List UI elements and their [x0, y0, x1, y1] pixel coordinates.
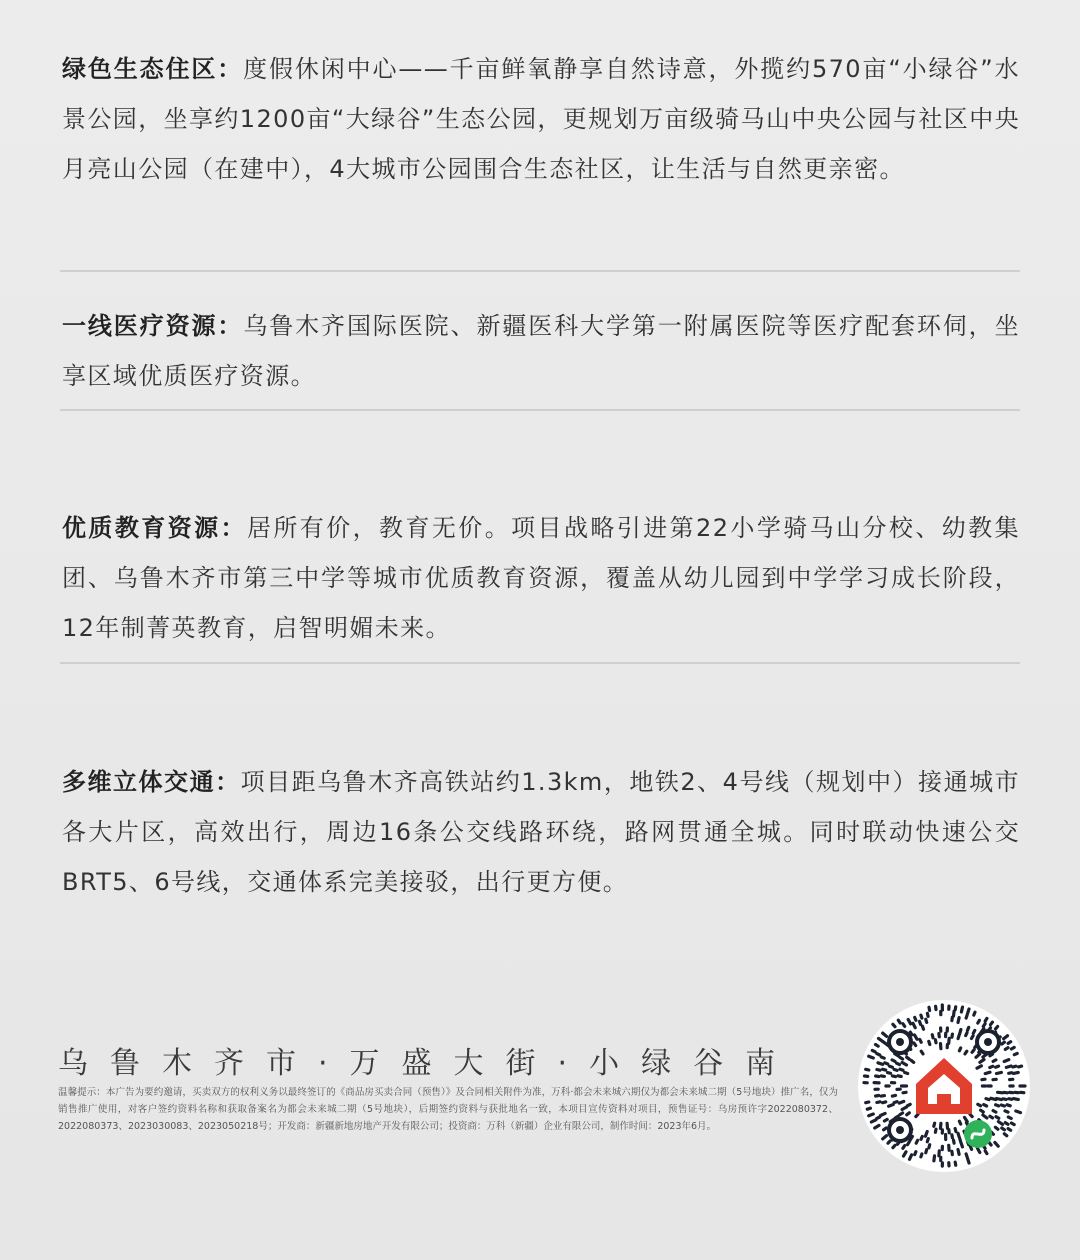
qr-mark: [922, 1026, 923, 1029]
qr-mark: [927, 1013, 928, 1016]
qr-mark: [961, 1007, 962, 1012]
qr-mark: [920, 1021, 921, 1024]
qr-locator-dot: [896, 1038, 904, 1046]
qr-mark: [903, 1146, 905, 1149]
qr-mark: [960, 1138, 961, 1143]
qr-mark: [929, 1007, 930, 1010]
qr-mark: [952, 1135, 953, 1138]
qr-mark: [983, 1024, 985, 1027]
qr-mark: [958, 1133, 959, 1136]
qr-mark: [900, 1057, 903, 1059]
qr-mark: [1016, 1111, 1021, 1113]
qr-mark: [965, 1117, 968, 1121]
qr-mark: [1004, 1036, 1008, 1039]
project-address: 乌鲁木齐市·万盛大街·小绿谷南: [58, 1046, 798, 1081]
qr-locator-dot: [896, 1126, 904, 1134]
qr-mark: [990, 1116, 993, 1118]
qr-mark: [881, 1057, 884, 1058]
qr-mark: [898, 1076, 901, 1077]
qr-mark: [915, 1152, 916, 1155]
qr-mark: [902, 1063, 906, 1066]
section-body: 居所有价，教育无价。项目战略引进第22小学骑马山分校、幼教集团、乌鲁木齐市第三中学等城市优质教育资源，覆盖从幼儿园到中学学习成长阶段，12年制菁英教育，启智明媚未来。: [62, 514, 1020, 642]
qr-mark: [955, 1162, 956, 1165]
qr-mark: [972, 1036, 974, 1039]
qr-mark: [910, 1032, 912, 1035]
qr-mark: [911, 1060, 914, 1062]
qr-mark: [996, 1027, 998, 1029]
qr-mark: [866, 1102, 869, 1103]
qr-mark: [884, 1128, 887, 1130]
qr-mark: [997, 1072, 1002, 1073]
qr-mark: [983, 1115, 987, 1118]
qr-mark: [898, 1020, 900, 1023]
section-heading: 优质教育资源：: [62, 514, 247, 542]
qr-mark: [1013, 1066, 1016, 1067]
qr-mark: [915, 1035, 918, 1039]
qr-mark: [904, 1152, 907, 1156]
qr-mark: [998, 1092, 1003, 1093]
qr-mark: [1013, 1073, 1018, 1074]
divider: [60, 662, 1020, 664]
qr-mark: [881, 1113, 886, 1115]
qr-mark: [1019, 1066, 1022, 1067]
section-education: [62, 503, 1020, 653]
qr-mark: [897, 1063, 900, 1064]
qr-mark: [867, 1108, 870, 1109]
qr-mark: [993, 1060, 996, 1062]
qr-mark: [959, 1121, 960, 1124]
qr-mark: [976, 1054, 980, 1057]
qr-mark: [1009, 1073, 1012, 1074]
qr-mark: [877, 1070, 880, 1071]
qr-mark: [949, 1038, 950, 1043]
qr-mark: [966, 1154, 967, 1157]
section-heading: 绿色生态住区：: [62, 55, 244, 83]
qr-mark: [972, 1050, 974, 1053]
qr-mark: [888, 1141, 890, 1143]
qr-mark: [934, 1156, 935, 1161]
qr-mark: [916, 1114, 918, 1116]
qr-mark: [921, 1136, 922, 1139]
qr-mark: [876, 1096, 879, 1097]
qr-locator-dot: [984, 1038, 992, 1046]
qr-mark: [902, 1107, 906, 1110]
qr-mark: [1008, 1117, 1011, 1118]
qr-mark: [881, 1076, 884, 1077]
qr-mark: [958, 1150, 959, 1155]
qr-mark: [982, 1079, 985, 1080]
qr-mark: [1013, 1099, 1018, 1100]
qr-mark: [935, 1040, 936, 1043]
qr-mark: [1005, 1048, 1008, 1050]
qr-mark: [888, 1073, 891, 1074]
qr-mark: [907, 1104, 910, 1106]
qr-mark: [1002, 1128, 1005, 1130]
qr-mark: [1011, 1047, 1014, 1049]
qr-mark: [966, 1033, 967, 1036]
qr-mark: [973, 1030, 975, 1033]
qr-mark: [884, 1119, 887, 1121]
qr-mark: [883, 1136, 887, 1139]
qr-mark: [883, 1102, 886, 1103]
qr-mark: [1004, 1060, 1009, 1062]
qr-mark: [974, 1012, 975, 1015]
qr-mark: [961, 1144, 962, 1147]
section-heading: 多维立体交通：: [62, 768, 241, 796]
qr-mark: [977, 1066, 981, 1068]
qr-mark: [894, 1069, 897, 1070]
qr-mark: [916, 1140, 917, 1143]
qr-mark: [899, 1101, 904, 1103]
qr-mark: [894, 1102, 897, 1103]
qr-mark: [1009, 1099, 1012, 1100]
qr-mark: [970, 1146, 971, 1149]
qr-mark: [914, 1043, 916, 1046]
qr-mark: [998, 1122, 1002, 1125]
qr-mark: [954, 1011, 955, 1016]
qr-mark: [985, 1072, 990, 1073]
section-body: 项目距乌鲁木齐高铁站约1.3km，地铁2、4号线（规划中）接通城市各大片区，高效出行，周边16条公交线路环绕，路网贯通全城。同时联动快速公交BRT5、6号线，交通体系完美接驳，出行更方便。: [62, 768, 1020, 896]
qr-mark: [966, 1015, 967, 1018]
qr-mark: [892, 1095, 895, 1096]
qr-mark: [926, 1132, 928, 1137]
qr-mark: [913, 1023, 915, 1027]
qr-mark: [978, 1104, 981, 1106]
qr-mark: [893, 1145, 895, 1147]
qr-mark: [900, 1113, 903, 1115]
qr-mark: [903, 1092, 906, 1093]
qr-mark: [995, 1127, 998, 1129]
qr-mark: [1011, 1123, 1014, 1125]
qr-mark: [955, 1129, 956, 1132]
qr-mark: [900, 1069, 903, 1070]
qr-mark: [869, 1056, 874, 1058]
qr-mark: [958, 1018, 959, 1023]
section-transport: [62, 757, 1020, 907]
qr-mark: [921, 1051, 923, 1054]
qr-mark: [996, 1117, 999, 1119]
qr-mark: [929, 1041, 930, 1044]
qr-mark: [1008, 1042, 1011, 1044]
qr-mark: [997, 1099, 1002, 1100]
qr-mark: [929, 1145, 930, 1148]
qr-mark: [885, 1063, 888, 1064]
qr-mark: [877, 1117, 880, 1118]
qr-mark: [990, 1066, 993, 1067]
mini-program-icon: [964, 1120, 992, 1148]
qr-mark: [959, 1048, 960, 1051]
qr-mark: [889, 1066, 892, 1067]
mini-program-code[interactable]: [858, 1000, 1030, 1172]
qr-mark: [892, 1060, 895, 1062]
qr-mark: [881, 1096, 884, 1097]
qr-mark: [876, 1045, 879, 1047]
qr-mark: [968, 1027, 969, 1030]
section-green-ecology: [62, 44, 1020, 194]
divider: [60, 270, 1020, 272]
qr-mark: [876, 1076, 879, 1077]
qr-mark: [1001, 1105, 1004, 1106]
qr-mark: [986, 1099, 989, 1100]
qr-mark: [893, 1024, 895, 1026]
qr-mark: [935, 1129, 936, 1132]
qr-mark: [915, 1017, 916, 1020]
qr-mark: [907, 1113, 910, 1115]
divider: [60, 409, 1020, 411]
qr-mark: [1005, 1111, 1008, 1112]
qr-mark: [981, 1110, 984, 1112]
qr-mark: [878, 1063, 883, 1065]
qr-mark: [985, 1151, 987, 1154]
qr-pattern: [858, 1000, 1030, 1172]
qr-mark: [910, 1155, 912, 1160]
qr-mark: [1007, 1105, 1010, 1106]
qr-mark: [968, 1009, 970, 1014]
qr-mark: [879, 1038, 883, 1041]
qr-mark: [991, 1022, 993, 1024]
qr-mark: [905, 1073, 908, 1074]
qr-mark: [921, 1015, 922, 1018]
qr-mark: [877, 1054, 880, 1055]
qr-mark: [866, 1069, 869, 1070]
section-heading: 一线医疗资源：: [62, 312, 244, 340]
qr-mark: [954, 1140, 955, 1143]
qr-mark: [889, 1105, 894, 1107]
qr-mark: [869, 1114, 874, 1116]
qr-mark: [955, 1007, 956, 1010]
qr-mark: [984, 1105, 987, 1106]
qr-mark: [980, 1060, 984, 1063]
qr-mark: [932, 1035, 933, 1038]
qr-mark: [927, 1139, 928, 1142]
section-medical: [62, 301, 1020, 401]
qr-mark: [872, 1050, 875, 1051]
qr-mark: [1005, 1123, 1008, 1125]
qr-mark: [907, 1057, 910, 1059]
qr-mark: [996, 1105, 999, 1106]
qr-mark: [993, 1111, 996, 1113]
qr-mark: [1008, 1129, 1011, 1131]
qr-mark: [921, 1154, 922, 1157]
qr-mark: [892, 1076, 895, 1077]
qr-mark: [926, 1019, 927, 1022]
qr-mark: [908, 1142, 910, 1145]
qr-mark: [960, 1030, 961, 1035]
qr-mark: [934, 1123, 935, 1126]
qr-mark: [970, 1114, 972, 1116]
qr-mark: [926, 1150, 927, 1153]
qr-mark: [1002, 1042, 1005, 1044]
qr-mark: [995, 1143, 998, 1147]
qr-mark: [1004, 1134, 1007, 1136]
qr-mark: [871, 1120, 876, 1122]
section-body: 度假休闲中心——千亩鲜氧静享自然诗意，外揽约570亩“小绿谷”水景公园，坐享约1200亩“大绿谷”生态公园，更规划万亩级骑马山中央公园与社区中央月亮山公园（在建中），4大城市公园围合生态社区，让生活与自然更亲密。: [62, 55, 1020, 183]
qr-mark: [883, 1033, 887, 1036]
qr-mark: [977, 1148, 979, 1152]
qr-mark: [883, 1069, 886, 1070]
qr-mark: [985, 1018, 987, 1021]
section-body: 乌鲁木齐国际医院、新疆医科大学第一附属医院等医疗配套环伺，坐享区域优质医疗资源。: [62, 312, 1020, 390]
qr-mark: [920, 1039, 922, 1042]
qr-mark: [908, 1020, 910, 1024]
qr-mark: [978, 1020, 980, 1023]
qr-mark: [1003, 1099, 1006, 1100]
qr-mark: [1006, 1066, 1011, 1067]
qr-mark: [958, 1036, 959, 1039]
qr-mark: [875, 1125, 879, 1128]
qr-mark: [952, 1034, 953, 1037]
qr-mark: [965, 1051, 967, 1054]
qr-mark: [903, 1024, 905, 1027]
qr-mark: [1014, 1053, 1017, 1054]
legal-disclaimer: 温馨提示：本广告为要约邀请，买卖双方的权利义务以最终签订的《商品房买卖合同（预售）》及合同相关附件为准，万科·都会未来城六期仅为都会未来城二期（5号地块）推广名，仅为销售推广使用，对客户签约资料名称和获取备案名为都会未来城二期（5号地块），后期签约资料与获批地名一致，本项目宣传资料对项目，预售证号：乌房预许字2022080372、2022080373、2023030083、2023050218号；开发商：新疆新地房地产开发有限公司；投资商：万科（新疆）企业有限公司，制作时间：2023年6月。: [58, 1087, 838, 1132]
qr-mark: [877, 1102, 880, 1103]
qr-mark: [996, 1066, 999, 1067]
qr-mark: [968, 1158, 970, 1163]
